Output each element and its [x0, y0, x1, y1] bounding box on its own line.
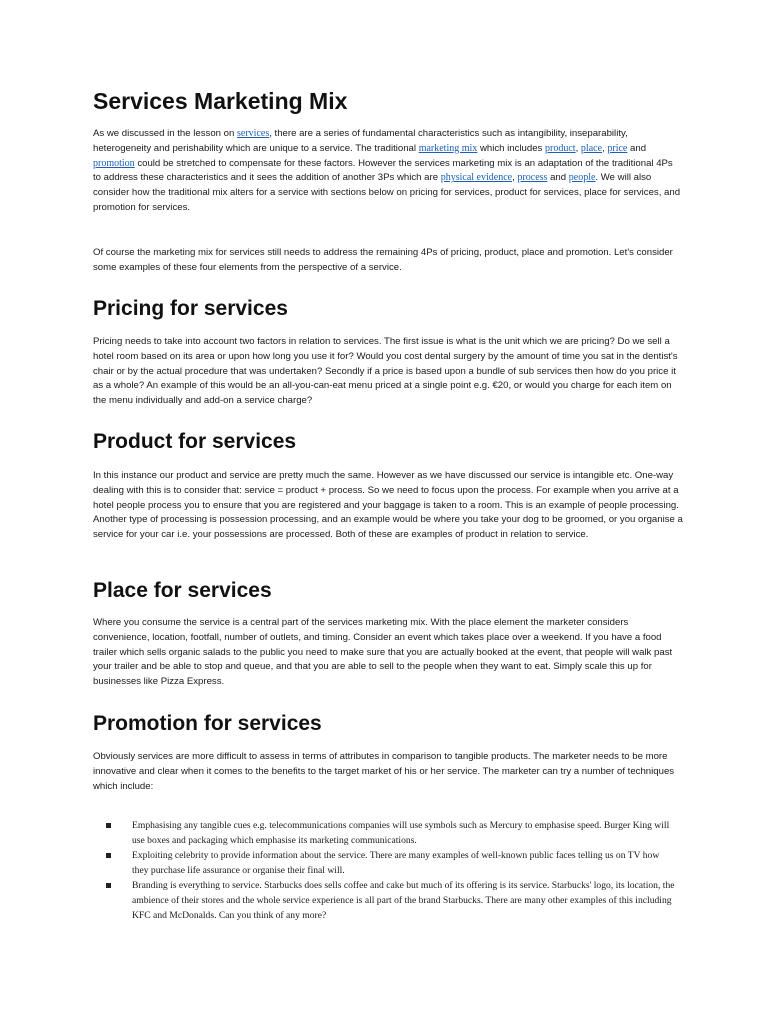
intro-text: could be stretched to compensate for these factors. However the services marketing mix is an adaptation of the traditional 4Ps to address these characteristics and it sees the addition of another 3Ps which are: [93, 157, 673, 184]
link-marketing-mix[interactable]: marketing mix: [418, 142, 478, 154]
intro-text: . We will also consider how the traditional mix alters for a service with sections below on pricing for services, product for services, place for services, and promotion for services.: [93, 172, 681, 213]
section-body-place: Where you consume the service is a central part of the services marketing mix. With the place element the marketer considers convenience, location, footfall, number of outlets, and timing. Consider an event which takes place over a weekend. If you have a food trailer which sells organic salads to the public you need to make sure that you are actually booked at the event, that people will walk past your trailer and be able to stop and queue, and that you are able to sell to the people when they want to eat. Simply scale this up for businesses like Pizza Express.: [93, 617, 673, 688]
link-price[interactable]: price: [607, 142, 628, 154]
list-item: [106, 848, 676, 878]
section-heading-product: Product for services: [93, 430, 297, 453]
section-heading-promotion: Promotion for services: [93, 712, 322, 735]
intro-paragraph-2: Of course the marketing mix for services still needs to address the remaining 4Ps of pricing, product, place and promotion. Let's consider some examples of these four elements from the perspective of a service.: [93, 247, 673, 273]
section-heading-pricing: Pricing for services: [93, 297, 288, 320]
list-item-text: Branding is everything to service. Starbucks does sells coffee and cake but much of its offering is its service. Starbucks' logo, its location, the ambience of their stores and the whole service experience is all part of the brand Starbucks. There are many other examples of this including KFC and McDonalds. Can you think of any more?: [132, 880, 675, 921]
section-body-product: In this instance our product and service are pretty much the same. However as we have discussed our service is intangible etc. One-way dealing with this is to consider that: service = product + process. So we need to focus upon the process. For example when you arrive at a hotel people process you to ensure that you are registered and your baggage is taken to a room. This is an example of people processing. Another type of processing is possession processing, and an example would be where you take your dog to be groomed, or you organise a service for your car i.e. your possessions are processed. Both of these are examples of product in relation to service.: [93, 470, 683, 541]
section-body-pricing: Pricing needs to take into account two factors in relation to services. The first issue is what is the unit which we are pricing? Do we sell a hotel room based on its area or upon how long you use it for? Would you cost dental surgery by the amount of time you sat in the dentist's chair or by the actual procedure that was undertaken? Secondly if a price is based upon a bundle of sub services then how do you price it as a whole? An example of this would be an all-you-can-eat menu priced at a single point e.g. €20, or would you charge for each item on the menu individually and add-on a service charge?: [93, 336, 678, 407]
bullet-square-icon: [106, 823, 111, 828]
list-item: [106, 818, 676, 848]
page-title: Services Marketing Mix: [93, 88, 348, 114]
link-physical-evidence[interactable]: physical evidence: [440, 172, 513, 184]
intro-text: ,: [602, 142, 608, 154]
intro-paragraph: [93, 127, 683, 216]
link-product[interactable]: product: [545, 142, 576, 154]
list-item: [106, 878, 676, 923]
link-process[interactable]: process: [517, 172, 548, 184]
intro-text: ,: [512, 172, 518, 184]
link-people[interactable]: people: [568, 172, 596, 184]
intro-text: and: [547, 172, 569, 184]
bullet-square-icon: [106, 883, 111, 888]
list-item-text: Exploiting celebrity to provide information about the service. There are many examples of well-known public faces telling us on TV how they purchase life assurance or organise their final will.: [132, 850, 660, 876]
section-body-promotion: Obviously services are more difficult to assess in terms of attributes in comparison to tangible products. The marketer needs to be more innovative and clear when it comes to the benefits to the target market of his or her service. The marketer can try a number of techniques which include:: [93, 751, 675, 792]
intro-text: and: [627, 142, 647, 154]
link-place[interactable]: place: [580, 142, 603, 154]
intro-text: , there are a series of fundamental characteristics such as intangibility, inseparability, heterogeneity and perishability which are unique to a service. The traditional: [93, 128, 628, 154]
intro-text: ,: [575, 142, 581, 154]
list-item-text: Emphasising any tangible cues e.g. telecommunications companies will use symbols such as Mercury to emphasise speed. Burger King will use boxes and packaging which emphasise its marketing communications.: [132, 820, 670, 846]
section-heading-place: Place for services: [93, 579, 272, 602]
link-services[interactable]: services: [237, 128, 270, 139]
techniques-list: [106, 818, 676, 923]
link-promotion[interactable]: promotion: [93, 157, 135, 169]
bullet-square-icon: [106, 853, 111, 858]
intro-text: As we discussed in the lesson on: [93, 128, 237, 139]
intro-text: which includes: [477, 142, 546, 154]
